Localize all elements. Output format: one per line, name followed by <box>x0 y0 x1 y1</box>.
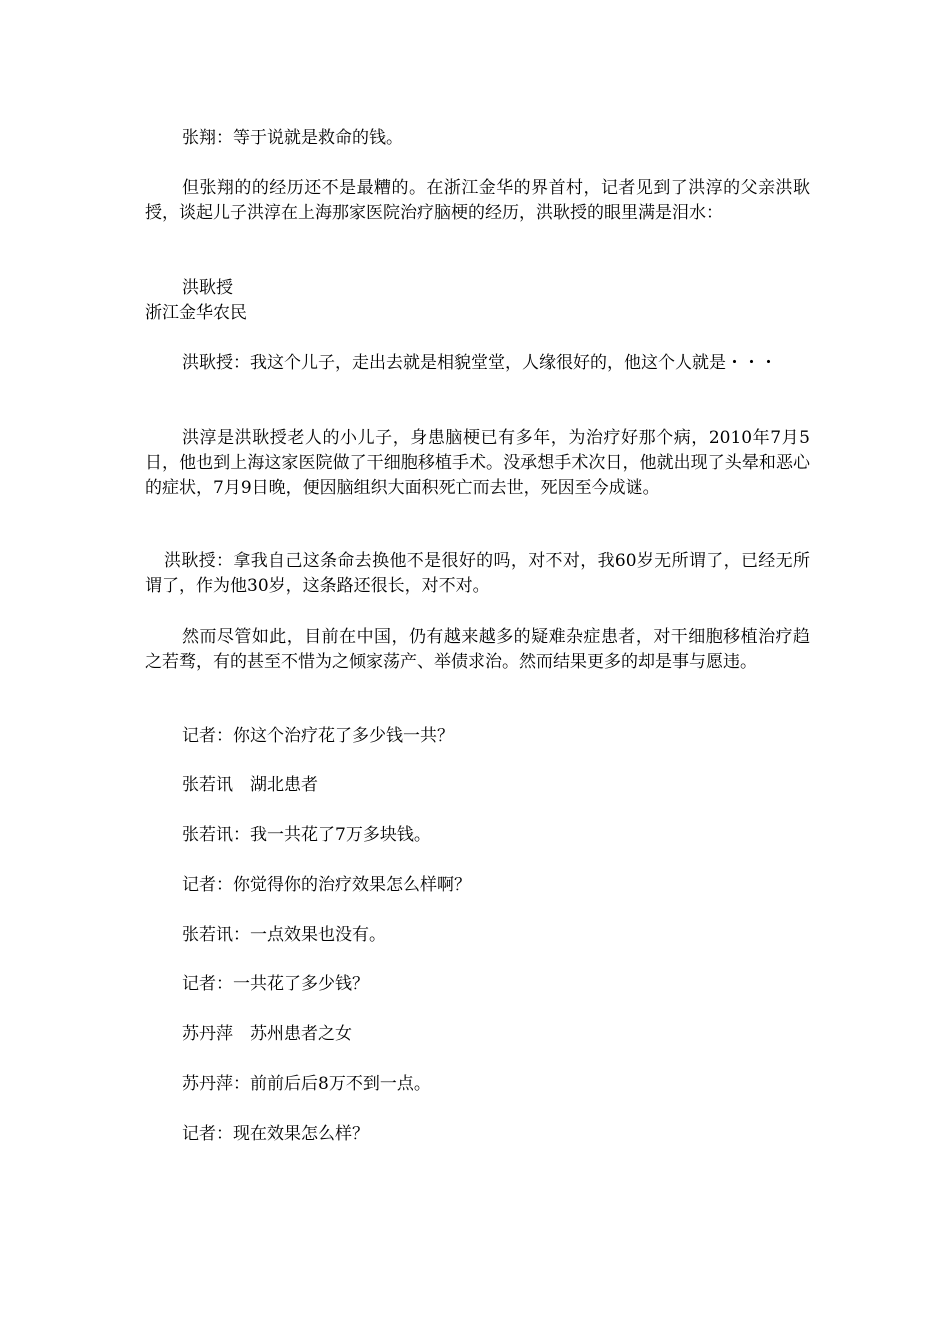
paragraph-6: 洪耿授：拿我自己这条命去换他不是很好的吗，对不对，我60岁无所谓了，已经无所谓了，作为他30岁，这条路还很长，对不对。 <box>145 551 810 596</box>
paragraph-4: 洪耿授：我这个儿子，走出去就是相貌堂堂，人缘很好的，他这个人就是・・・ <box>182 353 777 373</box>
paragraph-13: 记者：一共花了多少钱？ <box>182 974 369 994</box>
speaker-title-hong: 浙江金华农民 <box>145 303 247 323</box>
paragraph-1: 张翔：等于说就是救命的钱。 <box>182 128 403 148</box>
paragraph-7: 然而尽管如此，目前在中国，仍有越来越多的疑难杂症患者，对干细胞移植治疗趋之若骛，有的甚至不惜为之倾家荡产、举债求治。然而结果更多的却是事与愿违。 <box>145 627 810 672</box>
paragraph-2: 但张翔的的经历还不是最糟的。在浙江金华的界首村，记者见到了洪淳的父亲洪耿授，谈起儿子洪淳在上海那家医院治疗脑梗的经历，洪耿授的眼里满是泪水： <box>145 178 810 223</box>
speaker-label-zhang: 张若讯 湖北患者 <box>182 775 318 795</box>
paragraph-8: 记者：你这个治疗花了多少钱一共？ <box>182 726 454 746</box>
paragraph-11: 记者：你觉得你的治疗效果怎么样啊？ <box>182 875 471 895</box>
paragraph-12: 张若讯：一点效果也没有。 <box>182 925 386 945</box>
speaker-name-hong: 洪耿授 <box>182 278 233 298</box>
speaker-label-su: 苏丹萍 苏州患者之女 <box>182 1024 352 1044</box>
paragraph-5: 洪淳是洪耿授老人的小儿子，身患脑梗已有多年，为治疗好那个病，2010年7月5日，他也到上海这家医院做了干细胞移植手术。没承想手术次日，他就出现了头晕和恶心的症状，7月9日晚，便因脑组织大面积死亡而去世，死因至今成谜。 <box>145 428 810 498</box>
paragraph-15: 苏丹萍：前前后后8万不到一点。 <box>182 1074 431 1094</box>
paragraph-10: 张若讯：我一共花了7万多块钱。 <box>182 825 431 845</box>
paragraph-16: 记者：现在效果怎么样？ <box>182 1124 369 1144</box>
